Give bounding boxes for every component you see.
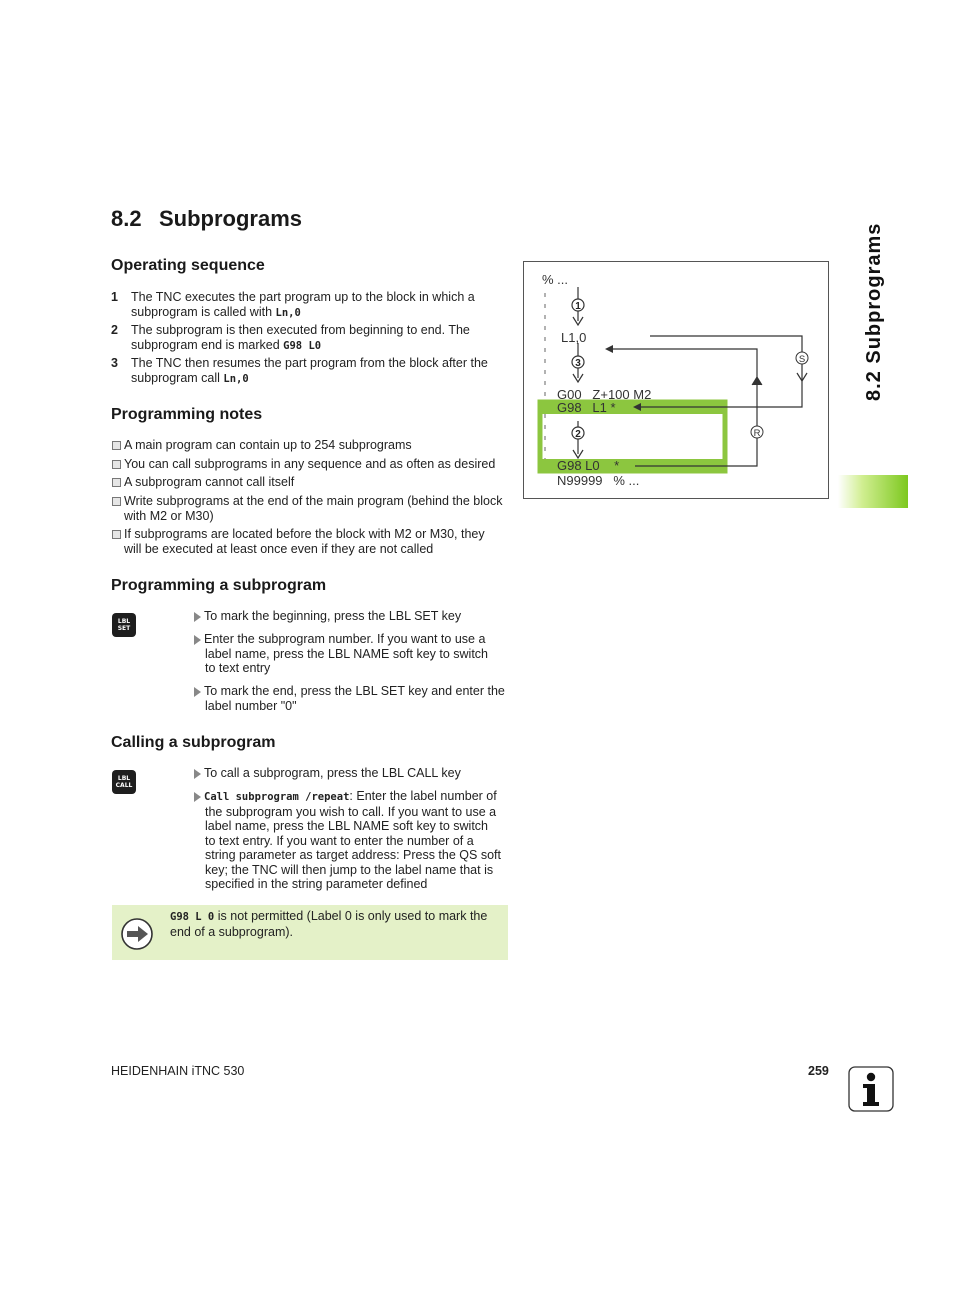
section-title: Subprograms — [159, 206, 303, 231]
step-text: The TNC then resumes the part program from the block after the subprogram call Ln,0 — [131, 356, 488, 385]
step-number: 1 — [111, 290, 118, 304]
side-chapter-tab — [858, 213, 888, 403]
list-item: You can call subprograms in any sequence and as often as desired — [124, 457, 496, 471]
bullet-icon — [112, 530, 121, 539]
instruction-text: Call subprogram /repeat: Enter the label number of the subprogram you wish to call. If you want to use a label name, press the LBL NAME soft key to switch to text entry. If you want to enter the number of a string parameter as target address: Press the QS soft key; the TNC will then jump to the label name that is specified in the string parameter defined — [204, 789, 501, 891]
step-arrow-icon — [194, 612, 201, 622]
svg-text:8.2 Subprograms: 8.2 Subprograms — [863, 222, 885, 401]
subprogram-flow-diagram — [523, 261, 829, 499]
list-item: A main program can contain up to 254 subprograms — [124, 438, 412, 452]
bullet-icon — [112, 441, 121, 450]
lbl-set-key-icon: LBL SET — [112, 613, 136, 637]
heading-calling-subprogram: Calling a subprogram — [111, 734, 276, 751]
page-number: 259 — [808, 1064, 829, 1078]
step-arrow-icon — [194, 635, 201, 645]
diagram-label-l1: G98 L1 * — [557, 400, 616, 415]
svg-text:2: 2 — [575, 429, 581, 440]
diagram-label-start: % ... — [542, 272, 569, 287]
step-text: The TNC executes the part program up to the block in which a subprogram is called with Ln,0 — [131, 290, 475, 319]
marker-2 — [572, 427, 584, 440]
instruction-text: Enter the subprogram number. If you want to use a label name, press the LBL NAME soft key to switch to text entry — [204, 632, 488, 675]
chapter-marker — [838, 475, 908, 508]
note-text: G98 L 0 is not permitted (Label 0 is only used to mark the end of a subprogram). — [170, 909, 488, 939]
diagram-label-l0: G98 L0 * — [557, 458, 620, 473]
step-arrow-icon — [194, 687, 201, 697]
diagram-label-end-main: G00 Z+100 M2 — [557, 387, 652, 402]
diagram-label-call: L1,0 — [561, 330, 587, 345]
svg-text:S: S — [798, 354, 806, 365]
step-arrow-icon — [194, 792, 201, 802]
diagram-label-end-prog: N99999 % ... — [557, 473, 640, 488]
bullet-icon — [112, 497, 121, 506]
arrow-right-icon — [121, 918, 153, 950]
svg-text:1: 1 — [575, 301, 581, 312]
list-item: A subprogram cannot call itself — [124, 475, 295, 489]
list-item: Write subprograms at the end of the main program (behind the block with M2 or M30) — [124, 494, 503, 523]
lbl-call-key-icon: LBL CALL — [112, 770, 136, 794]
step-arrow-icon — [194, 769, 201, 779]
heading-programming-notes: Programming notes — [111, 406, 263, 423]
info-icon — [848, 1066, 894, 1112]
heading-operating-sequence: Operating sequence — [111, 257, 265, 274]
list-item: If subprograms are located before the block with M2 or M30, they will be executed at least once even if they are not called — [124, 527, 485, 556]
page-title — [111, 206, 302, 232]
instruction-text: To call a subprogram, press the LBL CALL key — [204, 766, 461, 780]
marker-1 — [572, 299, 584, 312]
step-number: 3 — [111, 356, 118, 370]
instruction-text: To mark the end, press the LBL SET key and enter the label number "0" — [204, 684, 505, 713]
svg-text:3: 3 — [575, 358, 581, 369]
section-number: 8.2 — [111, 206, 142, 231]
marker-3 — [572, 356, 584, 369]
bullet-icon — [112, 460, 121, 469]
bullet-icon — [112, 478, 121, 487]
step-number: 2 — [111, 323, 118, 337]
svg-text:R: R — [753, 428, 761, 439]
footer-product: HEIDENHAIN iTNC 530 — [111, 1064, 245, 1078]
step-text: The subprogram is then executed from beginning to end. The subprogram end is marked G98 L0 — [131, 323, 470, 352]
heading-programming-subprogram: Programming a subprogram — [111, 577, 327, 594]
instruction-text: To mark the beginning, press the LBL SET key — [204, 609, 462, 623]
